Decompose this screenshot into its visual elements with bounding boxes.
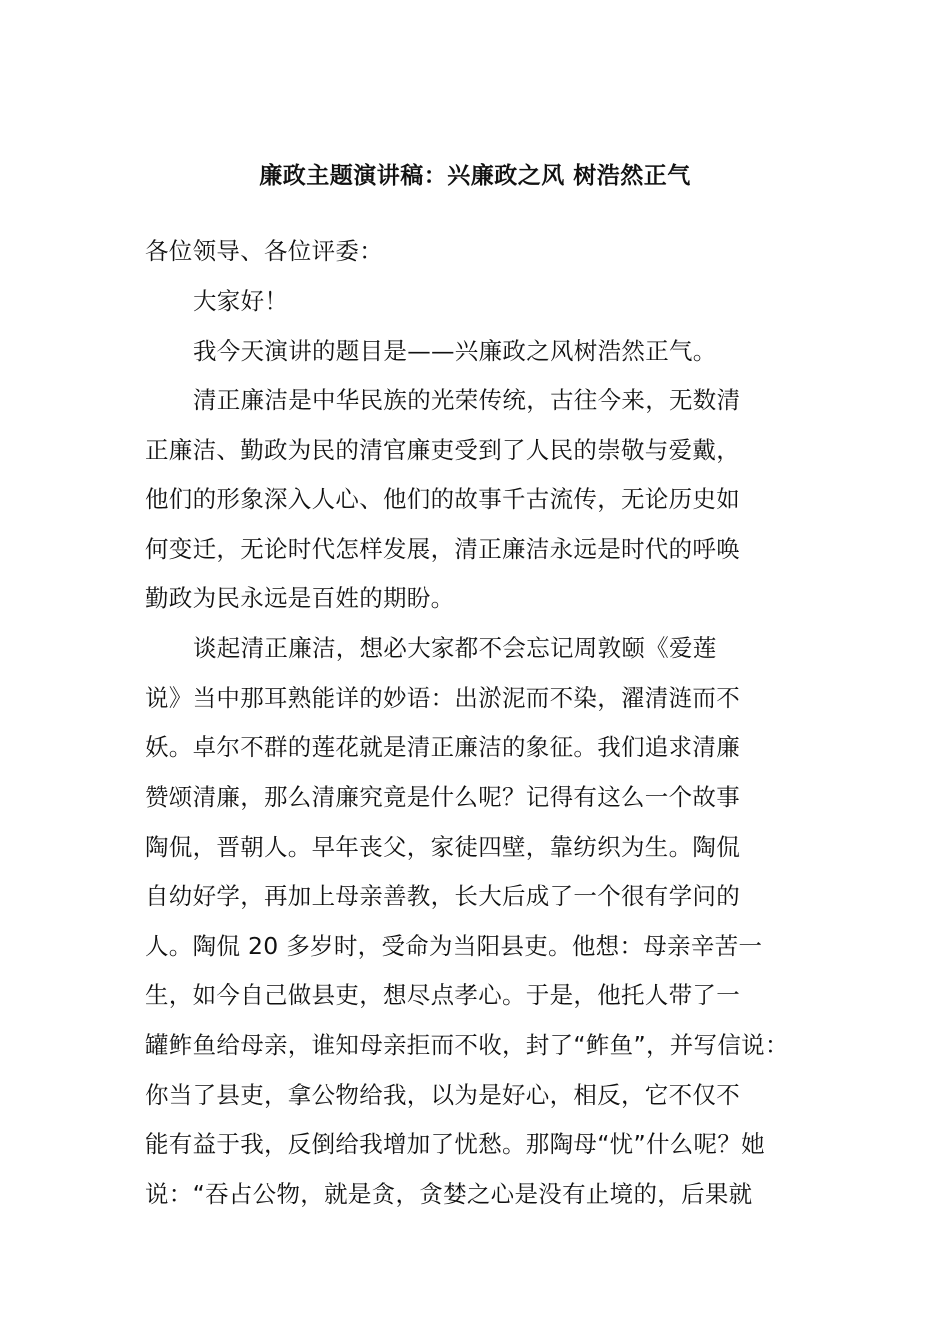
greeting: 大家好！: [193, 287, 289, 315]
paragraph-line: 清正廉洁是中华民族的光荣传统，古往今来，无数清: [193, 386, 741, 414]
salutation: 各位领导、各位评委：: [145, 237, 383, 265]
paragraph-line: 他们的形象深入人心、他们的故事千古流传，无论历史如: [145, 485, 740, 513]
paragraph-line: 正廉洁、勤政为民的清官廉吏受到了人民的崇敬与爱戴，: [145, 436, 740, 464]
paragraph-line: 生，如今自己做县吏，想尽点孝心。于是，他托人带了一: [145, 981, 740, 1009]
paragraph-line: 谈起清正廉洁，想必大家都不会忘记周敦颐《爱莲: [193, 634, 717, 662]
paragraph-line: 罐鲊鱼给母亲，谁知母亲拒而不收，封了“鲊鱼”，并写信说：: [145, 1031, 789, 1059]
paragraph-line: 能有益于我，反倒给我增加了忧愁。那陶母“忧”什么呢？她: [145, 1130, 765, 1158]
paragraph-line: 说：“吞占公物，就是贪，贪婪之心是没有止境的，后果就: [145, 1180, 753, 1208]
paragraph-line: 你当了县吏，拿公物给我，以为是好心，相反，它不仅不: [145, 1081, 740, 1109]
paragraph-line: 妖。卓尔不群的莲花就是清正廉洁的象征。我们追求清廉: [145, 733, 740, 761]
paragraph-line: 说》当中那耳熟能详的妙语：出淤泥而不染，濯清涟而不: [145, 684, 740, 712]
paragraph-line: 自幼好学，再加上母亲善教，长大后成了一个很有学问的: [145, 882, 740, 910]
paragraph-line: 人。陶侃 20 多岁时，受命为当阳县吏。他想：母亲辛苦一: [145, 932, 763, 960]
document-title: 廉政主题演讲稿：兴廉政之风 树浩然正气: [259, 163, 691, 189]
paragraph-line: 赞颂清廉，那么清廉究竟是什么呢？记得有这么一个故事: [145, 783, 740, 811]
paragraph-line: 勤政为民永远是百姓的期盼。: [145, 584, 455, 612]
paragraph-line: 我今天演讲的题目是——兴廉政之风树浩然正气。: [193, 337, 717, 365]
paragraph-line: 陶侃，晋朝人。早年丧父，家徒四壁，靠纺织为生。陶侃: [145, 833, 740, 861]
paragraph-line: 何变迁，无论时代怎样发展，清正廉洁永远是时代的呼唤: [145, 535, 740, 563]
